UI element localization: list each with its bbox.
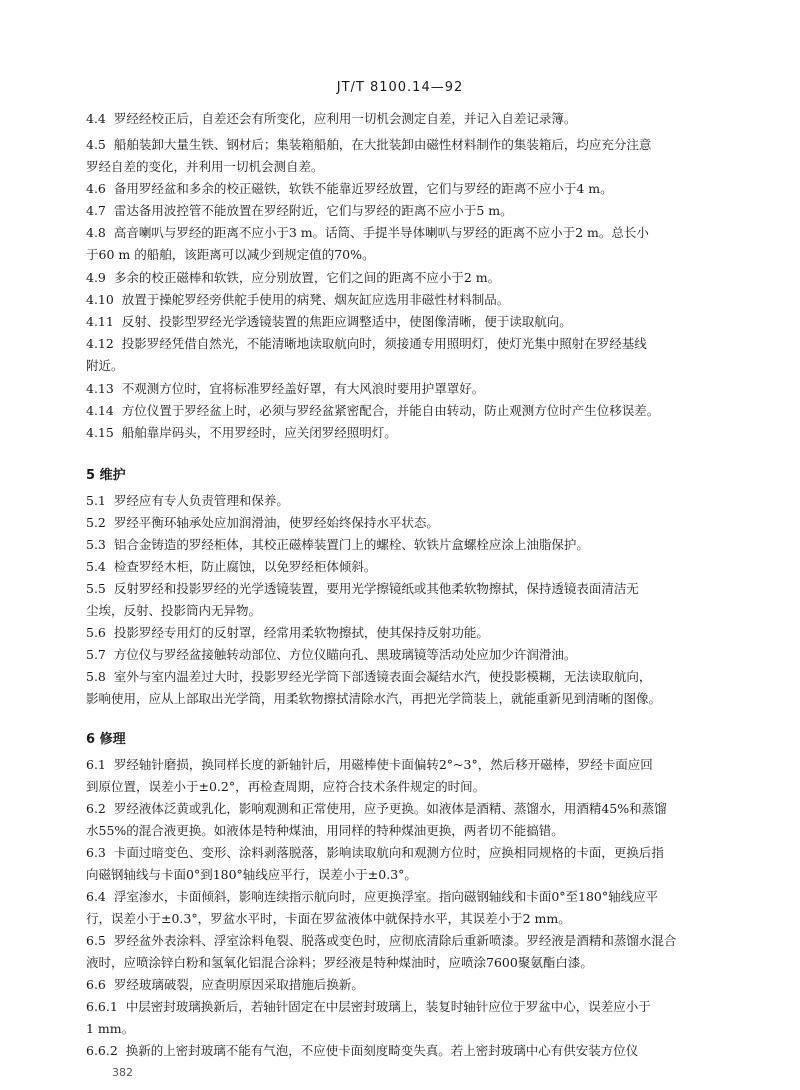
- paragraph-5-3: 5.3 铝合金铸造的罗经柜体，其校正磁棒装置门上的螺栓、软铁片盒螺栓应涂上油脂保护。: [86, 537, 589, 552]
- paragraph-4-5: 4.5 船舶装卸大量生铁、钢材后；集装箱船舶，在大批装卸由磁性材料制作的集装箱后，均应充分注意 罗经自差的变化，并利用一切机会测自差。: [86, 137, 652, 174]
- paragraph-4-8: 4.8 高音喇叭与罗经的距离不应小于3 m。话筒、手提半导体喇叭与罗经的距离不应小于2 m。总长小 于60 m 的船舶，该距离可以减少到规定值的70%。: [86, 225, 649, 262]
- paragraph-5-1: 5.1 罗经应有专人负责管理和保养。: [86, 493, 289, 508]
- page-header: JT/T 8100.14—92: [336, 80, 464, 95]
- section-5-title: 5 维护: [86, 468, 126, 483]
- paragraph-4-6: 4.6 备用罗经盆和多余的校正磁铁，软铁不能靠近罗经放置，它们与罗经的距离不应小于4 m。: [86, 181, 613, 196]
- paragraph-5-6: 5.6 投影罗经专用灯的反射罩，经常用柔软物擦拭，使其保持反射功能。: [86, 625, 489, 640]
- paragraph-5-7: 5.7 方位仪与罗经盆接触转动部位、方位仪瞄向孔、黑玻璃镜等活动处应加少许润滑油。: [86, 647, 577, 662]
- paragraph-4-4: 4.4 罗经经校正后，自差还会有所变化，应利用一切机会测定自差，并记入自差记录簿。: [86, 111, 577, 126]
- paragraph-4-15: 4.15 船舶靠岸码头，不用罗经时，应关闭罗经照明灯。: [86, 425, 397, 440]
- paragraph-4-13: 4.13 不观测方位时，宜将标准罗经盖好罩，有大风浪时要用护罩罩好。: [86, 381, 485, 396]
- paragraph-6-1: 6.1 罗经轴针磨损，换同样长度的新轴针后，用磁棒使卡面偏转2°~3°，然后移开磁棒，罗经卡面应回 到原位置，误差小于±0.2°，再检查周期，应符合技术条件规定的时间。: [86, 757, 653, 794]
- paragraph-4-10: 4.10 放置于操舵罗经旁供舵手使用的病凳、烟灰缸应选用非磁性材料制品。: [86, 292, 510, 307]
- paragraph-4-11: 4.11 反射、投影型罗经光学透镜装置的焦距应调整适中，使图像清晰，便于读取航向。: [86, 314, 572, 329]
- paragraph-4-14: 4.14 方位仪置于罗经盆上时，必须与罗经盆紧密配合，并能自由转动，防止观测方位时产生位移误差。: [86, 403, 660, 418]
- paragraph-6-6: 6.6 罗经玻璃破裂，应查明原因采取措施后换新。: [86, 977, 364, 992]
- paragraph-6-5: 6.5 罗经盆外表涂料、浮室涂料龟裂、脱落或变色时，应彻底清除后重新喷漆。罗经液是酒精和蒸馏水混合 液时，应喷涂锌白粉和氢氧化铝混合涂料；罗经液是特种煤油时，应喷涂7600聚氨酯白漆。: [86, 933, 677, 970]
- paragraph-4-12: 4.12 投影罗经凭借自然光，不能清晰地读取航向时，须接通专用照明灯，使灯光集中照射在罗经基线 附近。: [86, 336, 647, 373]
- page-number: 382: [112, 1066, 133, 1079]
- paragraph-6-6-1: 6.6.1 中层密封玻璃换新后，若轴针固定在中层密封玻璃上，装复时轴针应位于罗盆中心，误差应小于 1 mm。: [86, 999, 651, 1036]
- paragraph-5-5: 5.5 反射罗经和投影罗经的光学透镜装置，要用光学擦镜纸或其他柔软物擦拭，保持透镜表面清洁无 尘埃，反射、投影筒内无异物。: [86, 581, 639, 618]
- paragraph-6-6-2: 6.6.2 换新的上密封玻璃不能有气泡，不应使卡面刻度畸变失真。若上密封玻璃中心有供安装方位仪: [86, 1043, 639, 1058]
- paragraph-6-3: 6.3 卡面过暗变色、变形、涂料剥落脱落，影响读取航向和观测方位时，应换相同规格的卡面，更换后指 向磁钢轴线与卡面0°到180°轴线应平行，误差小于±0.3°。: [86, 845, 664, 882]
- paragraph-5-4: 5.4 检查罗经木柜，防止腐蚀，以免罗经柜体倾斜。: [86, 559, 377, 574]
- section-6-title: 6 修理: [86, 732, 126, 747]
- paragraph-5-8: 5.8 室外与室内温差过大时，投影罗经光学筒下部透镜表面会凝结水汽，使投影模糊，无法读取航向， 影响使用，应从上部取出光学筒，用柔软物擦拭清除水汽，再把光学筒装上，就能重新见到清晰的图像。: [86, 669, 662, 706]
- paragraph-4-7: 4.7 雷达备用波控管不能放置在罗经附近，它们与罗经的距离不应小于5 m。: [86, 203, 513, 218]
- paragraph-5-2: 5.2 罗经平衡环轴承处应加润滑油，使罗经始终保持水平状态。: [86, 515, 439, 530]
- paragraph-6-2: 6.2 罗经液体泛黄或乳化，影响观测和正常使用，应予更换。如液体是酒精、蒸馏水，用酒精45%和蒸馏 水55%的混合液更换。如液体是特种煤油，用同样的特种煤油更换，两者切不能搞错。: [86, 801, 667, 838]
- paragraph-4-9: 4.9 多余的校正磁棒和软铁，应分别放置，它们之间的距离不应小于2 m。: [86, 270, 501, 285]
- paragraph-6-4: 6.4 浮室渗水，卡面倾斜，影响连续指示航向时，应更换浮室。指向磁钢轴线和卡面0°至180°轴线应平 行，误差小于±0.3°，罗盆水平时，卡面在罗盆液体中就保持水平，其误差小于2 mm。: [86, 889, 659, 926]
